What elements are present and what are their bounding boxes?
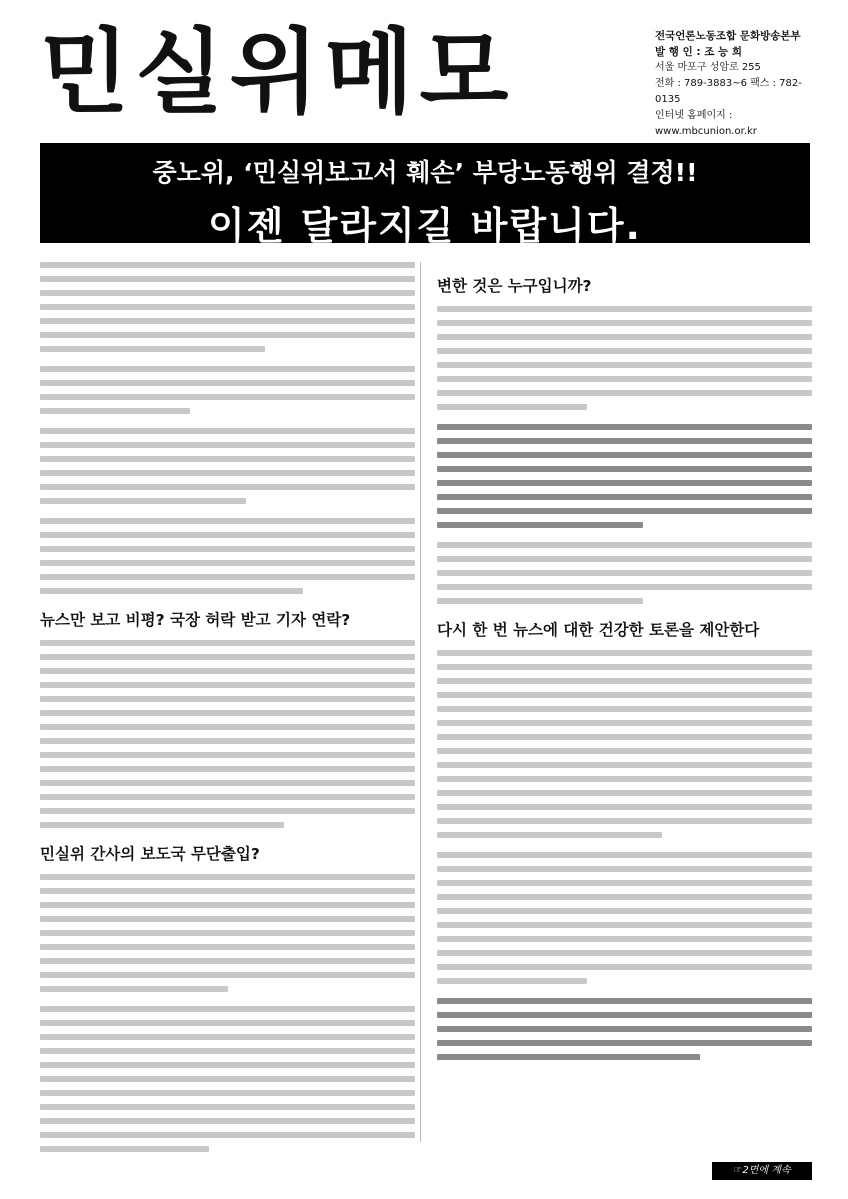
headline-line2: 이젠 달라지길 바랍니다. [208, 204, 642, 248]
left-column [40, 262, 415, 1166]
org-name: 전국언론노동조합 문화방송본부 [655, 30, 801, 42]
section-heading: 변한 것은 누구입니까? [437, 277, 592, 295]
text-placeholder [40, 366, 415, 414]
text-placeholder [437, 650, 812, 838]
quote-placeholder [437, 424, 812, 528]
website[interactable]: 인터넷 홈페이지 : www.mbcunion.or.kr [655, 110, 757, 137]
masthead-title: 민실위메모 [40, 19, 515, 126]
address: 서울 마포구 성암로 255 [655, 62, 761, 73]
section-heading: 민실위 간사의 보도국 무단출입? [40, 845, 260, 863]
text-placeholder [437, 852, 812, 984]
text-placeholder [40, 640, 415, 828]
masthead [40, 18, 630, 128]
text-placeholder [437, 542, 812, 604]
headline-banner [40, 143, 810, 248]
headline-line1: 중노위, ‘민실위보고서 훼손’ 부당노동행위 결정!! [152, 158, 698, 187]
right-column [437, 262, 812, 1074]
section-heading: 다시 한 번 뉴스에 대한 건강한 토론을 제안한다 [437, 621, 760, 639]
text-placeholder [40, 1006, 415, 1152]
text-placeholder [40, 874, 415, 992]
text-placeholder [40, 518, 415, 594]
phone-fax: 전화 : 789-3883~6 팩스 : 782-0135 [655, 78, 802, 105]
text-placeholder [40, 262, 415, 352]
continuation-note: ☞2면에 계속 [712, 1162, 812, 1180]
publisher: 발 행 인 : 조 능 희 [655, 46, 742, 58]
text-placeholder [40, 428, 415, 504]
column-divider [420, 262, 421, 1142]
text-placeholder [437, 306, 812, 410]
section-heading: 뉴스만 보고 비평? 국장 허락 받고 기자 연락? [40, 611, 351, 629]
quote-placeholder [437, 998, 812, 1060]
